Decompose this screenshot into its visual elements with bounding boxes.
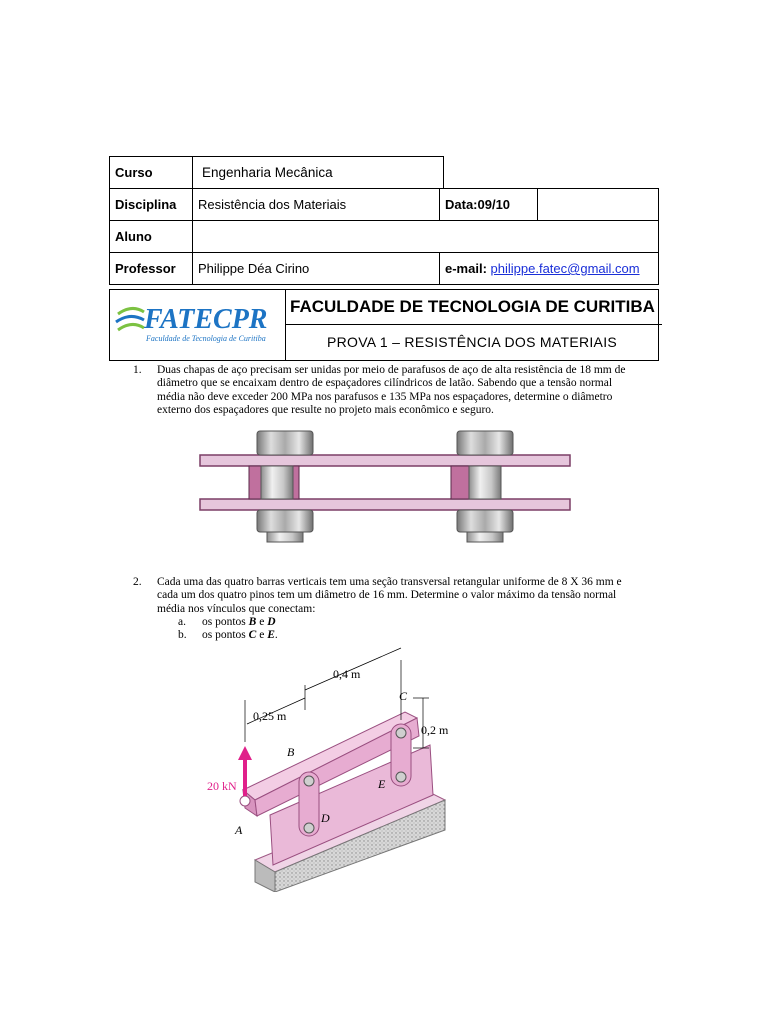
point-label-C: C — [399, 689, 408, 703]
bolted-plates-figure — [195, 428, 575, 550]
pin-C — [396, 728, 406, 738]
question-2-item-b: b. os pontos C e E. — [178, 629, 278, 641]
thread-right — [467, 532, 503, 542]
question-2-line: cada um dos quatro pinos tem um diâmetro de 16 mm. Determine o valor máximo da tensão normal — [157, 589, 617, 602]
fatecpr-logo — [110, 290, 286, 360]
logo-swoosh-icon — [116, 308, 144, 330]
point-label-D: D — [321, 811, 330, 825]
disciplina-label: Disciplina — [110, 189, 193, 221]
institution-banner — [109, 289, 659, 361]
dim-label-025: 0,25 m — [253, 709, 287, 723]
curso-label: Curso — [110, 157, 193, 189]
question-2-number: 2. — [133, 576, 142, 588]
dim-label-02: 0,2 m — [421, 723, 449, 737]
aluno-label: Aluno — [110, 221, 193, 253]
professor-value: Philippe Déa Cirino — [193, 253, 440, 285]
nut-left — [257, 510, 313, 532]
question-2-line: Cada uma das quatro barras verticais tem uma seção transversal retangular uniforme de 8 X 36 mm e — [157, 576, 622, 588]
question-2-line: média nos vínculos que conectam: — [157, 602, 316, 615]
top-plate — [200, 455, 570, 466]
pin-A — [240, 796, 250, 806]
bolt-head-right — [457, 431, 513, 455]
email-link[interactable]: philippe.fatec@gmail.com — [490, 261, 640, 276]
bolt-left — [249, 431, 313, 542]
question-1-number: 1. — [133, 364, 142, 376]
data-value — [538, 189, 659, 221]
pin-E — [396, 772, 406, 782]
header-table — [109, 156, 659, 285]
logo-tagline: Faculdade de Tecnologia de Curitiba — [146, 334, 266, 343]
question-1-line: média não deve exceder 200 MPa nos parafusos e 135 MPa nos espaçadores, determine o diâmetro — [157, 390, 613, 403]
question-1-line: Duas chapas de aço precisam ser unidas por meio de parafusos de aço de alta resistência de 18 mm de — [157, 364, 626, 376]
linkage-figure — [195, 640, 485, 892]
bottom-plate — [200, 499, 570, 510]
bolt-right — [451, 431, 513, 542]
bolt-shank-right — [469, 466, 501, 499]
email-cell — [440, 253, 659, 285]
pin-B — [304, 776, 314, 786]
logo-brand: FATECPR — [144, 304, 268, 335]
question-1-line: diâmetro que se encaixam dentro de espaçadores cilíndricos de latão. Sabendo que a tensão normal — [157, 377, 613, 390]
question-1-line: externo dos espaçadores que resulte no projeto mais econômico e seguro. — [157, 404, 494, 417]
exam-title: PROVA 1 – RESISTÊNCIA DOS MATERIAIS — [326, 334, 618, 350]
bolt-shank-left — [261, 466, 293, 499]
bolt-head-left — [257, 431, 313, 455]
load-arrowhead-icon — [238, 746, 252, 760]
disciplina-value: Resistência dos Materiais — [193, 189, 440, 221]
data-label: Data:09/10 — [440, 189, 538, 221]
email-label: e-mail: — [445, 261, 487, 276]
point-label-A: A — [235, 823, 243, 837]
curso-value: Engenharia Mecânica — [193, 157, 444, 189]
load-label: 20 kN — [207, 779, 237, 793]
point-label-B: B — [287, 745, 295, 759]
pin-D — [304, 823, 314, 833]
professor-label: Professor — [110, 253, 193, 285]
thread-left — [267, 532, 303, 542]
question-1 — [133, 364, 657, 418]
dim-label-04: 0,4 m — [333, 667, 361, 681]
point-label-E: E — [378, 777, 386, 791]
institution-name: FACULDADE DE TECNOLOGIA DE CURITIBA — [286, 290, 662, 325]
nut-right — [457, 510, 513, 532]
question-2-item-a: a. os pontos B e D — [178, 616, 276, 628]
aluno-value[interactable] — [193, 221, 659, 253]
question-2 — [133, 576, 657, 616]
